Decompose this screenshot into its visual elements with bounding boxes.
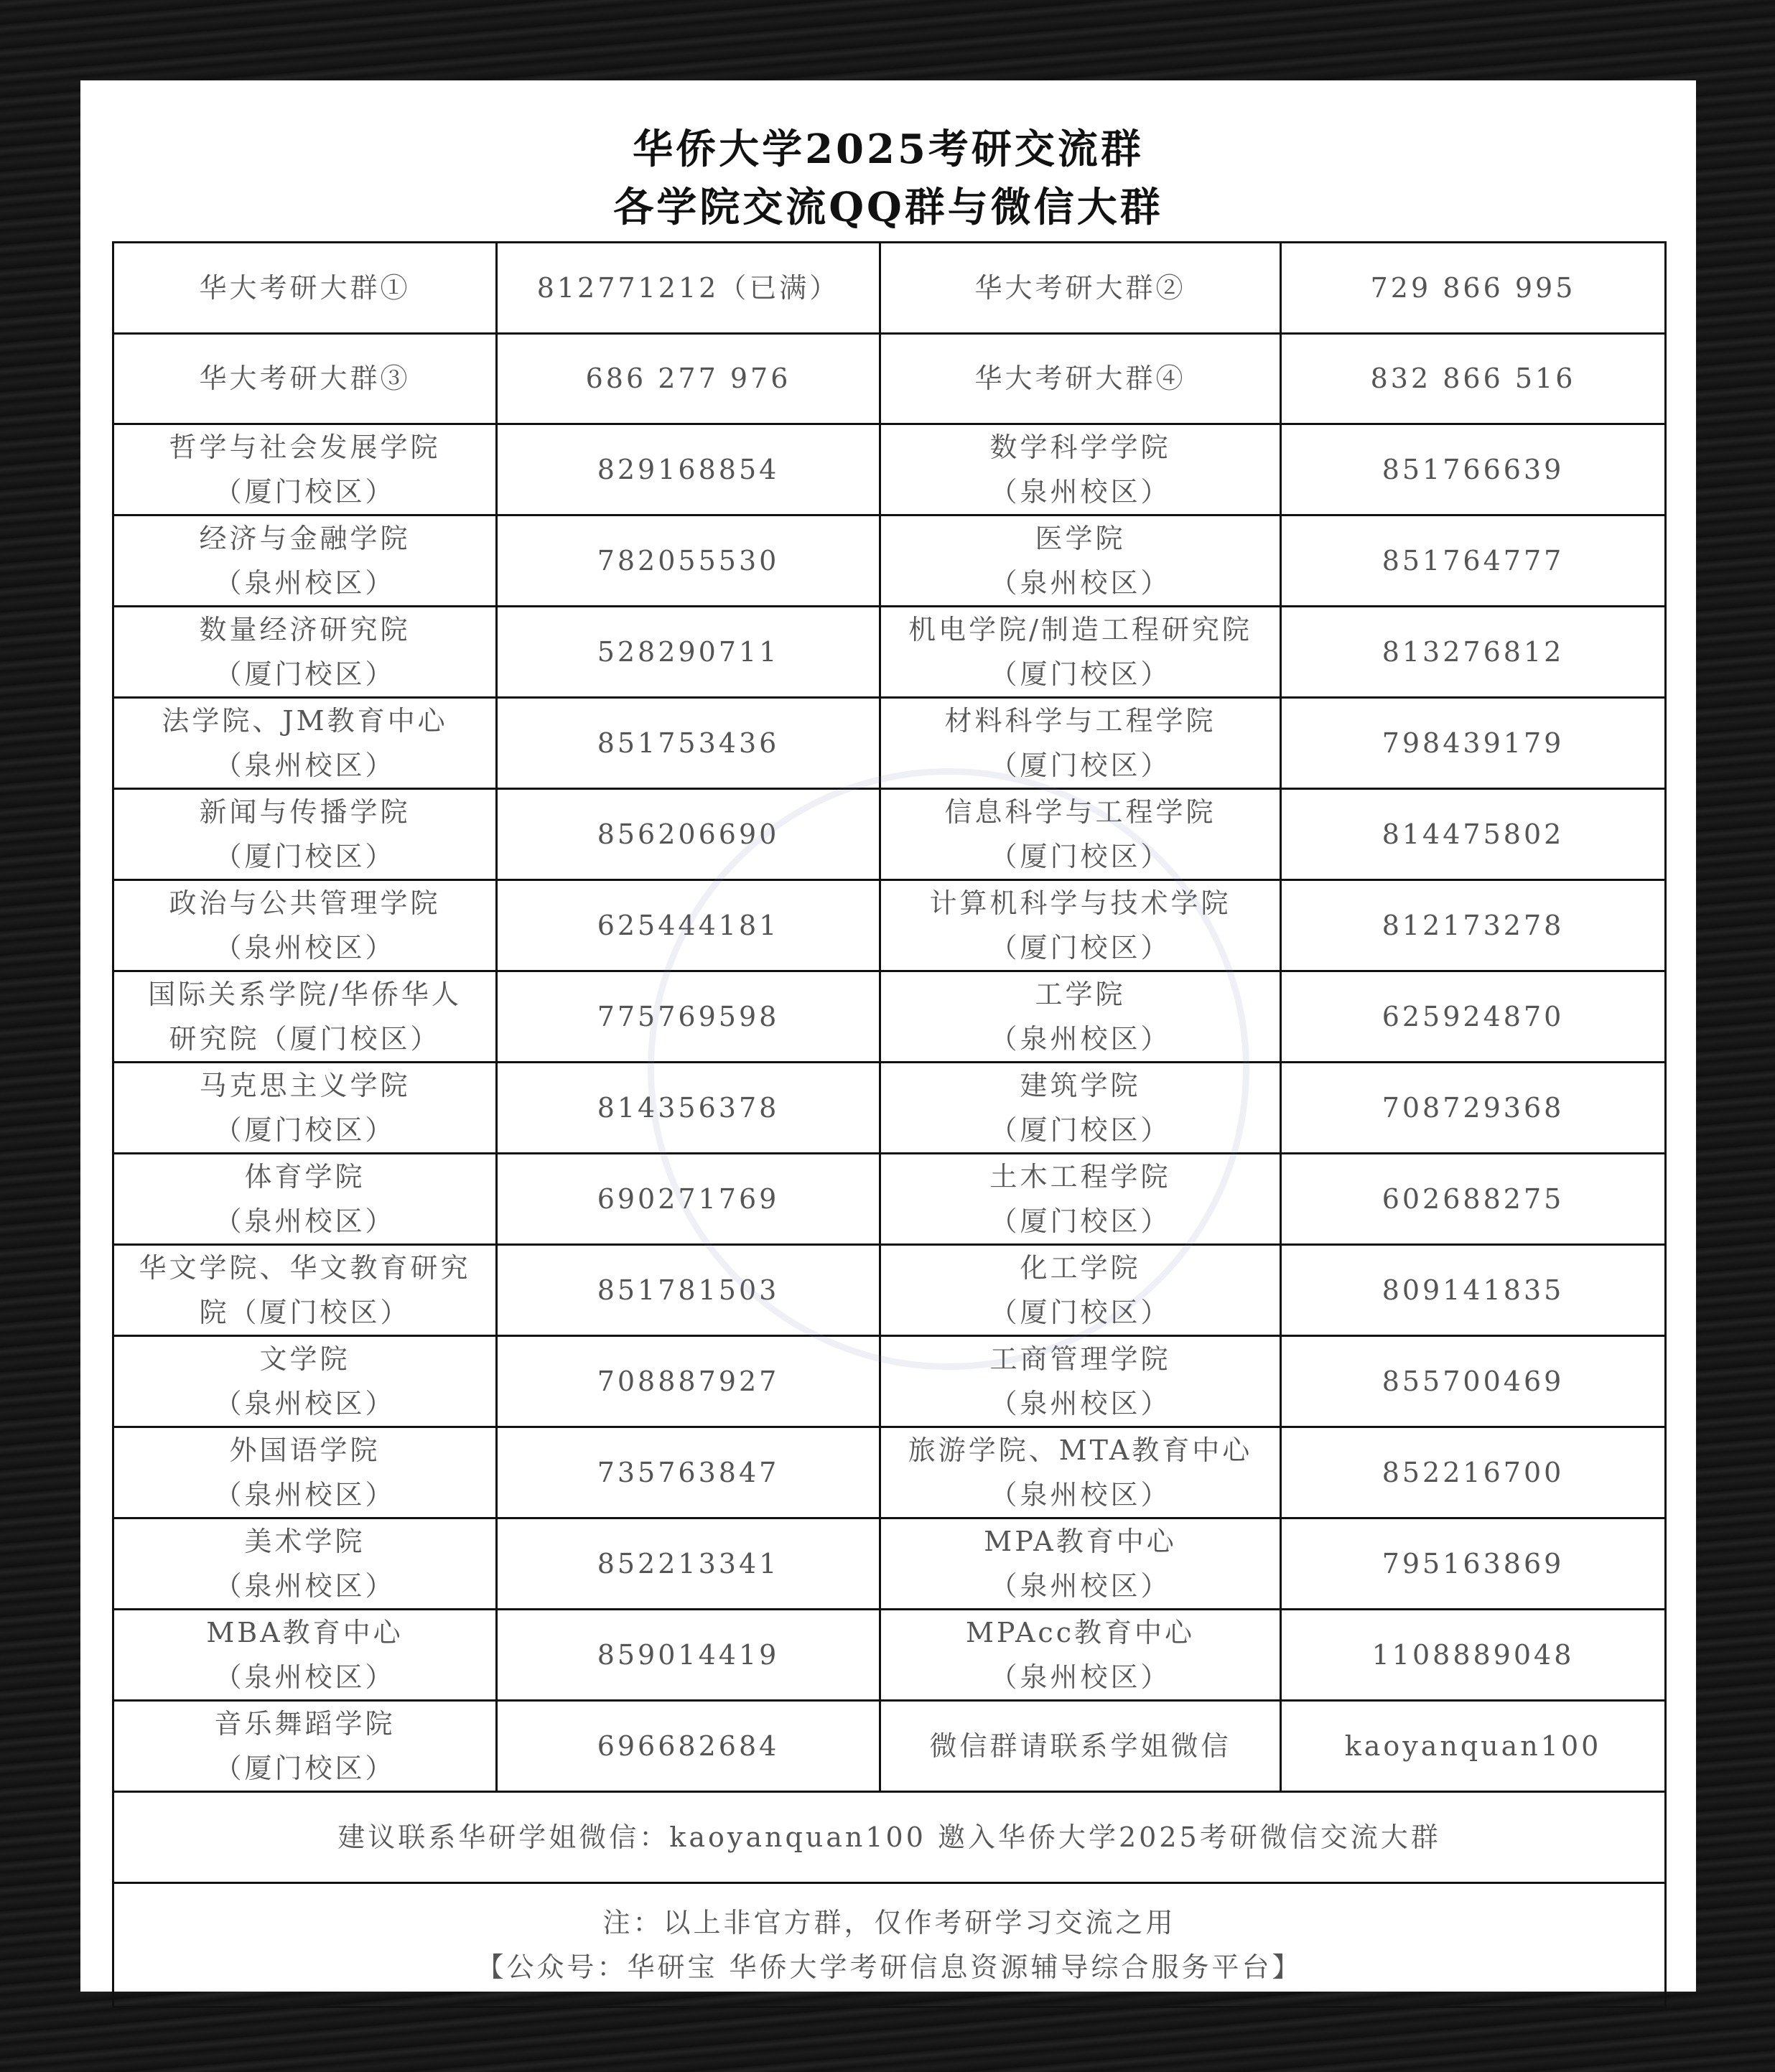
qq-group-number [497,1063,880,1154]
college-name-text: （厦门校区） [989,932,1171,963]
footer-note-text: 【公众号：华研宝 华侨大学考研信息资源辅导综合服务平台】 [476,1951,1303,1983]
main-group-row [113,243,1666,334]
main-group-number [497,333,880,424]
college-name [113,880,497,971]
college-name-text: 体育学院 [244,1161,365,1193]
main-group-number-text: 729 866 995 [1370,271,1576,304]
college-name [113,1336,497,1427]
college-name-text: （厦门校区） [214,841,396,872]
group-table [112,241,1667,2008]
qq-group-number [497,607,880,698]
qq-group-number-text: 814475802 [1382,818,1565,850]
wechat-id [1281,1701,1666,1792]
qq-group-number [497,971,880,1063]
qq-group-number [497,1336,880,1427]
college-name-text: 工商管理学院 [989,1343,1171,1375]
qq-group-number-text: 690271769 [597,1183,780,1215]
qq-group-number [1281,1336,1666,1427]
main-group-name [113,243,497,334]
table-row [113,1154,1666,1245]
qq-group-number [497,789,880,880]
qq-group-number-text: 812173278 [1382,910,1565,941]
qq-group-number [497,1518,880,1610]
college-name-text: （泉州校区） [989,476,1171,508]
qq-group-number-text: 775769598 [597,1001,780,1032]
qq-group-number [497,1610,880,1701]
qq-group-number-text: 855700469 [1382,1366,1565,1397]
college-name-text: （泉州校区） [989,1570,1171,1602]
qq-group-number [497,1701,880,1792]
college-name-text: 华文学院、华文教育研究 [139,1252,471,1284]
college-name-text: 国际关系学院/华侨华人 [148,979,462,1010]
qq-group-number [497,1154,880,1245]
college-name [880,1063,1281,1154]
qq-group-number [497,515,880,607]
qq-group-number-text: 813276812 [1382,636,1565,668]
qq-group-number-text: 795163869 [1382,1548,1565,1579]
main-group-number-text: 686 277 976 [585,363,791,395]
main-group-number [1281,333,1666,424]
qq-group-number-text: 852216700 [1382,1457,1565,1488]
college-name [113,698,497,789]
qq-group-number [1281,424,1666,515]
main-group-name [880,333,1281,424]
main-group-name-text: 华大考研大群③ [199,363,411,395]
qq-group-number [1281,1245,1666,1336]
qq-group-number [1281,1518,1666,1610]
main-group-number-text: 812771212（已满） [536,271,840,304]
college-name-text: 音乐舞蹈学院 [214,1708,396,1740]
footer-row [113,1882,1666,2007]
qq-group-number-text: 851766639 [1382,454,1565,485]
qq-group-number [1281,607,1666,698]
college-name-text: 土木工程学院 [989,1161,1171,1193]
college-name-text: （泉州校区） [214,1205,396,1237]
qq-group-number-text: 625444181 [597,910,780,941]
qq-group-number-text: 602688275 [1382,1183,1565,1215]
college-name-text: （厦门校区） [989,1297,1171,1328]
table-row [113,1427,1666,1518]
college-name-text: （厦门校区） [989,750,1171,781]
qq-group-number-text: 851753436 [597,727,780,759]
college-name [113,789,497,880]
college-name-text: （泉州校区） [214,1388,396,1419]
qq-group-number [1281,1610,1666,1701]
college-name-text: 材料科学与工程学院 [944,705,1216,737]
college-name-text: （泉州校区） [989,567,1171,599]
college-name [880,1154,1281,1245]
college-name-text: 马克思主义学院 [199,1070,411,1101]
college-name [113,1063,497,1154]
qq-group-number [1281,1154,1666,1245]
main-group-number [497,243,880,334]
main-group-row [113,333,1666,424]
qq-group-number [1281,880,1666,971]
qq-group-number [1281,1427,1666,1518]
college-name [113,1245,497,1336]
college-name-text: （厦门校区） [214,476,396,508]
qq-group-number [1281,971,1666,1063]
college-name-text: 数量经济研究院 [199,614,411,645]
college-name-text: 化工学院 [1020,1252,1141,1284]
wechat-contact-label-text: 微信群请联系学姐微信 [929,1730,1231,1762]
qq-group-number-text: 708887927 [597,1366,780,1397]
footer-note-text: 注：以上非官方群，仅作考研学习交流之用 [602,1906,1176,1938]
college-name-text: （泉州校区） [214,932,396,963]
college-name-text: （泉州校区） [214,1661,396,1693]
college-name-text: 新闻与传播学院 [199,796,411,828]
college-name-text: （厦门校区） [989,841,1171,872]
college-name-text: （厦门校区） [989,1205,1171,1237]
college-name-text: 数学科学学院 [989,431,1171,463]
qq-group-number-text: 814356378 [597,1092,780,1124]
college-name-text: 医学院 [1035,523,1126,554]
qq-group-number [497,424,880,515]
table-row [113,424,1666,515]
qq-group-number-text: 859014419 [597,1639,780,1671]
college-name [113,1518,497,1610]
wechat-id-text: kaoyanquan100 [1344,1730,1602,1762]
qq-group-number [497,1427,880,1518]
page-title: 华侨大学2025考研交流群 [633,126,1144,173]
college-name-text: （泉州校区） [214,1570,396,1602]
college-name-text: 法学院、JM教育中心 [162,705,448,737]
college-name-text: 计算机科学与技术学院 [929,887,1231,919]
college-name-text: （泉州校区） [214,1479,396,1511]
college-name-text: （泉州校区） [989,1661,1171,1693]
college-name [880,424,1281,515]
main-group-name [113,333,497,424]
qq-group-number-text: 1108889048 [1371,1639,1575,1671]
college-name-text: MPA教育中心 [984,1526,1177,1557]
college-name-text: 外国语学院 [229,1434,381,1466]
college-name-text: 哲学与社会发展学院 [169,431,441,463]
college-name [880,607,1281,698]
qq-group-number [497,698,880,789]
college-name-text: （厦门校区） [989,658,1171,690]
qq-group-number [1281,515,1666,607]
college-name-text: （厦门校区） [214,658,396,690]
college-name-text: 美术学院 [244,1526,365,1557]
qq-group-number [1281,1063,1666,1154]
qq-group-number-text: 735763847 [597,1457,780,1488]
banner-row [113,1792,1666,1883]
college-name-text: 政治与公共管理学院 [169,887,441,919]
table-row [113,1245,1666,1336]
main-group-number [1281,243,1666,334]
qq-group-number [1281,789,1666,880]
qq-group-number-text: 696682684 [597,1730,780,1762]
college-name-text: 经济与金融学院 [199,523,411,554]
college-name [880,971,1281,1063]
college-name-text: （厦门校区） [214,1114,396,1146]
college-name-text: 工学院 [1035,979,1126,1010]
college-name-text: （泉州校区） [989,1479,1171,1511]
table-row [113,1063,1666,1154]
table-row [113,971,1666,1063]
table-row [113,1336,1666,1427]
main-group-name [880,243,1281,334]
college-name-text: 院（厦门校区） [199,1297,411,1328]
main-group-number-text: 832 866 516 [1370,363,1576,395]
main-group-name-text: 华大考研大群② [974,271,1186,304]
qq-group-number-text: 782055530 [597,545,780,577]
college-name [880,515,1281,607]
qq-group-number [497,1245,880,1336]
college-name-text: （泉州校区） [214,567,396,599]
college-name [113,515,497,607]
qq-group-number-text: 856206690 [597,818,780,850]
college-name [880,789,1281,880]
college-name [113,607,497,698]
wechat-banner-text: 建议联系华研学姐微信：kaoyanquan100 邀入华侨大学2025考研微信交流大群 [337,1821,1441,1853]
college-name [113,1154,497,1245]
qq-group-number-text: 798439179 [1382,727,1565,759]
table-row [113,1701,1666,1792]
college-name-text: 旅游学院、MTA教育中心 [908,1434,1253,1466]
main-group-name-text: 华大考研大群④ [974,363,1186,395]
college-name [880,880,1281,971]
table-row [113,880,1666,971]
wechat-banner [113,1792,1666,1883]
college-name [113,1427,497,1518]
table-row [113,515,1666,607]
table-row [113,607,1666,698]
college-name-text: 机电学院/制造工程研究院 [908,614,1252,645]
college-name [880,1610,1281,1701]
page-subtitle: 各学院交流QQ群与微信大群 [613,184,1163,231]
table-row [113,789,1666,880]
group-table-body [113,243,1666,2007]
college-name [880,698,1281,789]
college-name-text: （泉州校区） [214,750,396,781]
college-name-text: 建筑学院 [1020,1070,1141,1101]
qq-group-number-text: 851764777 [1382,545,1565,577]
qq-group-number-text: 809141835 [1382,1274,1565,1306]
qq-group-number-text: 625924870 [1382,1001,1565,1032]
table-row [113,1518,1666,1610]
college-name [113,424,497,515]
wechat-contact-label [880,1701,1281,1792]
college-name-text: 文学院 [259,1343,350,1375]
college-name [880,1518,1281,1610]
college-name-text: 信息科学与工程学院 [944,796,1216,828]
college-name [880,1427,1281,1518]
college-name [113,1610,497,1701]
table-row [113,1610,1666,1701]
college-name-text: 研究院（厦门校区） [169,1023,441,1055]
qq-group-number-text: 528290711 [597,636,780,668]
table-row [113,698,1666,789]
college-name [113,971,497,1063]
qq-group-number-text: 708729368 [1382,1092,1565,1124]
college-name [880,1336,1281,1427]
qq-group-number [497,880,880,971]
qq-group-number-text: 852213341 [597,1548,780,1579]
college-name-text: （厦门校区） [214,1753,396,1784]
footer-note [113,1882,1666,2007]
college-name-text: （厦门校区） [989,1114,1171,1146]
qq-group-number-text: 851781503 [597,1274,780,1306]
college-name-text: （泉州校区） [989,1388,1171,1419]
document-page [80,80,1696,1992]
college-name [880,1245,1281,1336]
college-name [113,1701,497,1792]
main-group-name-text: 华大考研大群① [199,271,411,304]
qq-group-number-text: 829168854 [597,454,780,485]
college-name-text: MPAcc教育中心 [966,1617,1195,1648]
college-name-text: MBA教育中心 [206,1617,404,1648]
qq-group-number [1281,698,1666,789]
college-name-text: （泉州校区） [989,1023,1171,1055]
